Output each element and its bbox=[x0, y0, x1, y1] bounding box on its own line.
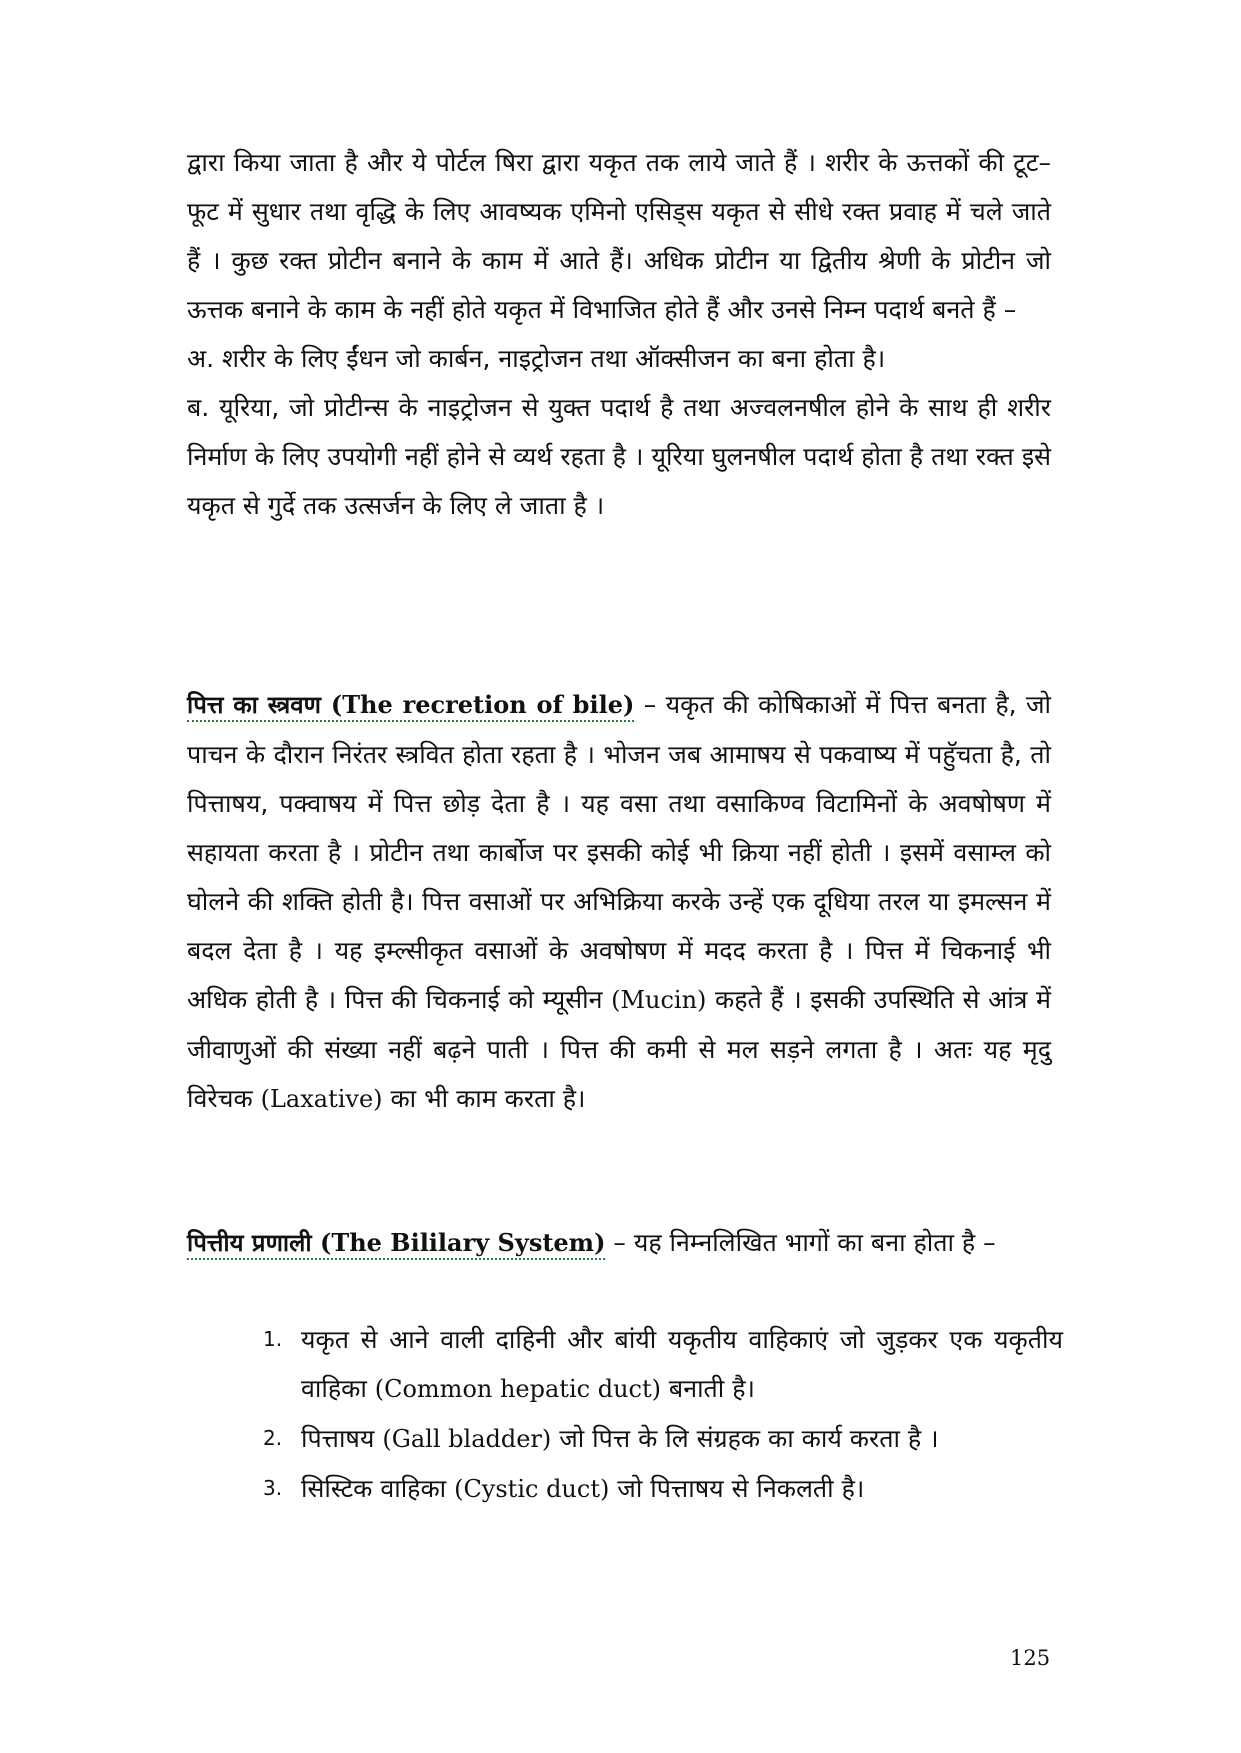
list-item-term: (Cystic duct) bbox=[454, 1475, 610, 1503]
laxative-term: (Laxative) bbox=[260, 1085, 383, 1113]
list-item-number: 1. bbox=[263, 1327, 283, 1351]
mucin-term: (Mucin) bbox=[611, 986, 707, 1014]
biliary-system-heading-hindi: पित्तीय प्रणाली bbox=[187, 1229, 312, 1257]
bile-secretion-text-2: कहते हैं । इसकी उपस्थिति से आंत्र में जीवाणुओं की संख्या नहीं बढ़ने पाती । पित्त की कमी से मल सड़ने लगता है । अतः यह मृदु विरेचक bbox=[187, 985, 1051, 1113]
page-number: 125 bbox=[1010, 1646, 1051, 1670]
biliary-system-section bbox=[187, 1218, 1051, 1268]
bile-secretion-text-1: – यकृत की कोषिकाओं में पित्त बनता है, जो पाचन के दौरान निरंतर स्त्रवित होता रहता है । भोजन जब आमाषय से पकवाष्य में पहुॅचता है, तो पित्ताषय, पक्वाषय में पित्त छोड़ देता है । यह वसा तथा वसाकिण्व विटामिनों के अवषोषण में सहायता करता है । प्रोटीन तथा कार्बोज पर इसकी कोई भी क्रिया नहीं होती । इसमें वसाम्ल को घोलने की शक्ति होती है। पित्त वसाओं पर अभिक्रिया करके उन्हें एक दूधिया तरल या इमल्सन में बदल देता है । यह इम्ल्सीकृत वसाओं के अवषोषण में मदद करता है । पित्त में चिकनाई भी अधिक होती है । पित्त की चिकनाई को म्यूसीन bbox=[187, 690, 1052, 1014]
bile-secretion-text-3: का भी काम करता है। bbox=[382, 1084, 586, 1113]
list-item-text: सिस्टिक वाहिका bbox=[301, 1474, 455, 1503]
bile-secretion-paragraph bbox=[187, 680, 1051, 1124]
list-item-text: पित्ताषय bbox=[301, 1424, 383, 1453]
intro-item-a: अ. शरीर के लिए ईंधन जो कार्बन, नाइट्रोजन तथा ऑक्सीजन का बना होता है। bbox=[187, 344, 886, 373]
bile-secretion-section bbox=[187, 680, 1051, 1124]
list-item-text-end: जो पित्त के लि संग्रहक का कार्य करता है । bbox=[551, 1424, 939, 1453]
list-item-number: 2. bbox=[263, 1426, 283, 1450]
list-item-term: (Gall bladder) bbox=[382, 1425, 552, 1453]
list-item bbox=[263, 1464, 1063, 1514]
list-item-text: यकृत से आने वाली दाहिनी और बांयी यकृतीय वाहिकाएं जो जुड़कर एक यकृतीय वाहिका bbox=[301, 1325, 1063, 1403]
biliary-system-text: – यह निम्नलिखित भागों का बना होता है – bbox=[605, 1228, 996, 1257]
biliary-system-paragraph bbox=[187, 1218, 1051, 1268]
bile-secretion-heading-hindi: पित्त का स्त्रवण bbox=[187, 691, 322, 719]
list-item-text-end: बनाती है। bbox=[660, 1374, 755, 1403]
intro-paragraph: द्वारा किया जाता है और ये पोर्टल षिरा द्वारा यकृत तक लाये जाते हैं । शरीर के ऊत्तकों की टूट–फूट में सुधार तथा वृद्धि के लिए आवष्यक एमिनो एसिड्स यकृत से सीधे रक्त प्रवाह में चले जाते हैं । कुछ रक्त प्रोटीन बनाने के काम में आते हैं। अधिक प्रोटीन या द्वितीय श्रेणी के प्रोटीन जो ऊत्तक बनाने के काम के नहीं होते यकृत में विभाजित होते हैं और उनसे निम्न पदार्थ बनते हैं – bbox=[187, 148, 1051, 324]
bile-secretion-heading bbox=[187, 690, 634, 722]
bile-secretion-heading-english: (The recretion of bile) bbox=[330, 690, 635, 719]
intro-section bbox=[187, 138, 1051, 530]
list-item-term: (Common hepatic duct) bbox=[374, 1375, 661, 1403]
biliary-parts-list bbox=[263, 1315, 1063, 1514]
list-item bbox=[263, 1414, 1063, 1464]
biliary-system-heading-english: (The Bililary System) bbox=[320, 1228, 606, 1257]
list-item-number: 3. bbox=[263, 1476, 283, 1500]
list-item bbox=[263, 1315, 1063, 1414]
biliary-system-heading bbox=[187, 1228, 605, 1260]
intro-item-b: ब. यूरिया, जो प्रोटीन्स के नाइट्रोजन से युक्त पदार्थ है तथा अज्वलनषील होने के साथ ही शरीर निर्माण के लिए उपयोगी नहीं होने से व्यर्थ रहता है । यूरिया घुलनषील पदार्थ होता है तथा रक्त इसे यकृत से गुर्दे तक उत्सर्जन के लिए ले जाता है । bbox=[187, 393, 1051, 520]
list-item-text-end: जो पित्ताषय से निकलती है। bbox=[609, 1474, 865, 1503]
